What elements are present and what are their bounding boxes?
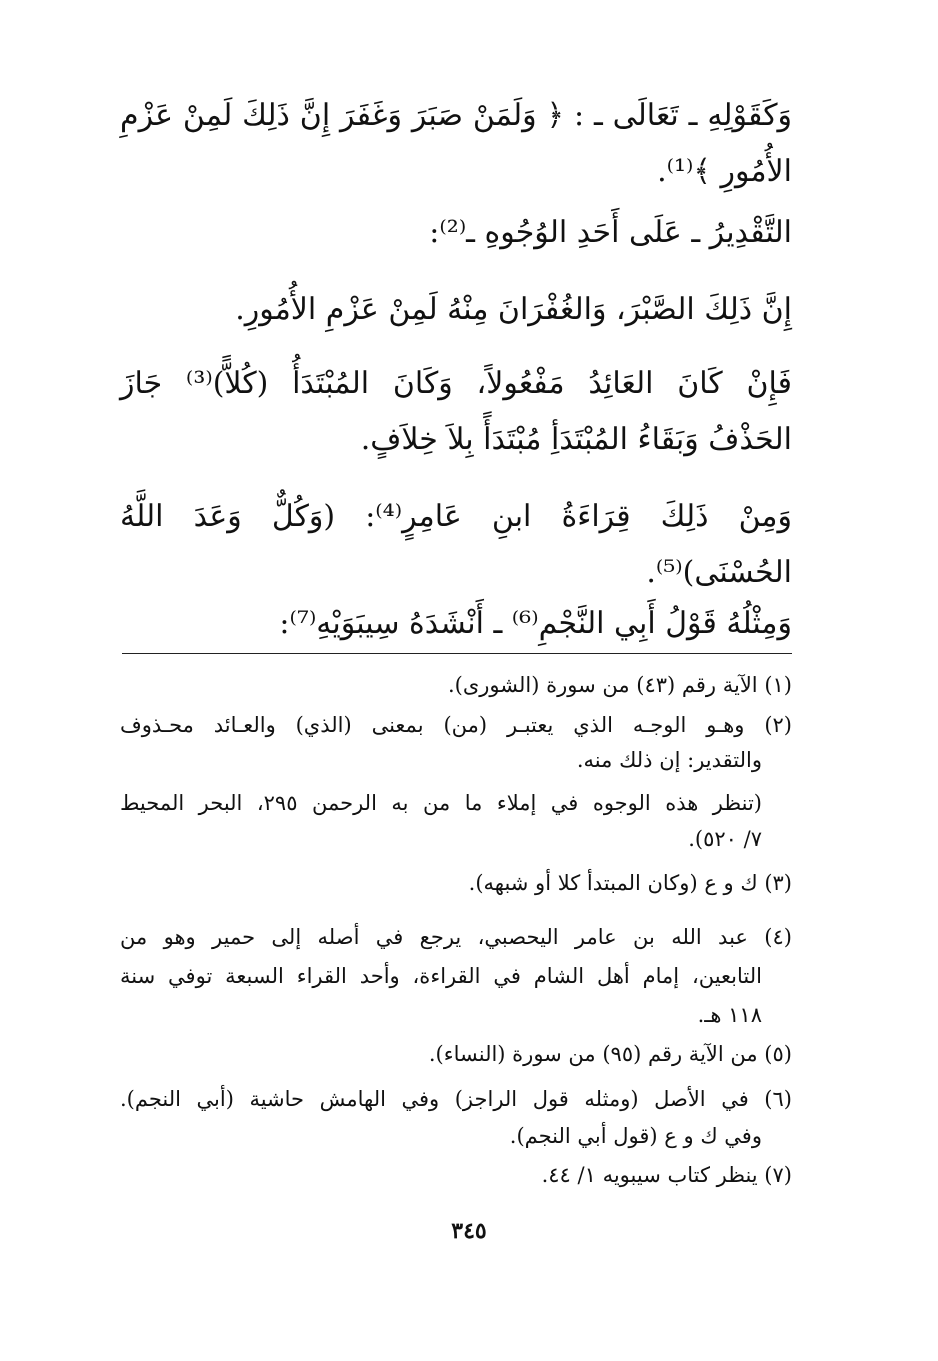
body-p1-line2: الأُمُورِ ﴾⁽¹⁾. xyxy=(657,154,792,189)
footnote-6-line2: وفي ك و ع (قول أبي النجم). xyxy=(509,1124,762,1148)
footnote-4-line1: (٤) عبد الله بن عامر اليحصبي، يرجع في أصله إلى حمير وهو من xyxy=(120,925,792,949)
footnote-2-line2: والتقدير: إن ذلك منه. xyxy=(576,748,762,772)
body-p4-line1: فَإِنْ كَانَ العَائِدُ مَفْعُولاً، وَكَانَ المُبْتَدَأُ (كُلاًّ)⁽³⁾ جَازَ xyxy=(120,366,792,401)
footnote-3: (٣) ك و ع (وكان المبتدأ كلا أو شبهه). xyxy=(468,871,792,895)
footnote-7: (٧) ينظر كتاب سيبويه ١/ ٤٤. xyxy=(541,1163,792,1187)
footnote-2-line3: (تنظر هذه الوجوه في إملاء ما من به الرحمن ٢٩٥، البحر المحيط xyxy=(120,791,762,815)
footnote-4-line2: التابعين، إمام أهل الشام في القراءة، وأحد القراء السبعة توفي سنة xyxy=(120,964,762,988)
footnote-separator xyxy=(122,653,792,654)
body-p5-line1: وَمِنْ ذَلِكَ قِرَاءَةُ ابنِ عَامِرٍ⁽⁴⁾: (وَكُلٌّ وَعَدَ اللَّهُ xyxy=(120,499,792,534)
footnote-6-line1: (٦) في الأصل (ومثله قول الراجز) وفي الهامش حاشية (أبي النجم). xyxy=(120,1087,792,1111)
body-p1-line1: وَكَقَوْلِهِ ـ تَعَالَى ـ : ﴿ وَلَمَنْ صَبَرَ وَغَفَرَ إِنَّ ذَلِكَ لَمِنْ عَزْمِ xyxy=(120,98,792,133)
body-p6: وَمِثْلُهُ قَوْلُ أَبِي النَّجْمِ⁽⁶⁾ ـ أَنْشَدَهُ سِيبَوَيْهِ⁽⁷⁾: xyxy=(279,606,792,641)
page-number: ٣٤٥ xyxy=(451,1218,487,1244)
footnote-4-line3: ١١٨ هـ. xyxy=(697,1003,762,1027)
footnote-2-line1: (٢) وهـو الوجـه الذي يعتبـر (من) بمعنى (الذي) والعـائد محـذوف xyxy=(120,713,792,737)
footnote-2-line4: ٧/ ٥٢٠). xyxy=(688,827,762,851)
footnote-5: (٥) من الآية رقم (٩٥) من سورة (النساء). xyxy=(428,1042,792,1066)
footnote-1: (١) الآية رقم (٤٣) من سورة (الشورى). xyxy=(447,673,792,697)
body-p3: إِنَّ ذَلِكَ الصَّبْرَ، وَالغُفْرَانَ مِنْهُ لَمِنْ عَزْمِ الأُمُورِ. xyxy=(235,292,792,327)
body-p2: التَّقْدِيرُ ـ عَلَى أَحَدِ الوُجُوهِ ـ⁽²⁾: xyxy=(429,215,792,250)
body-p4-line2: الحَذْفُ وَبَقَاءُ المُبْتَدَأِ مُبْتَدَأً بِلاَ خِلاَفٍ. xyxy=(360,422,792,457)
body-p5-line2: الحُسْنَى)⁽⁵⁾. xyxy=(646,555,792,590)
